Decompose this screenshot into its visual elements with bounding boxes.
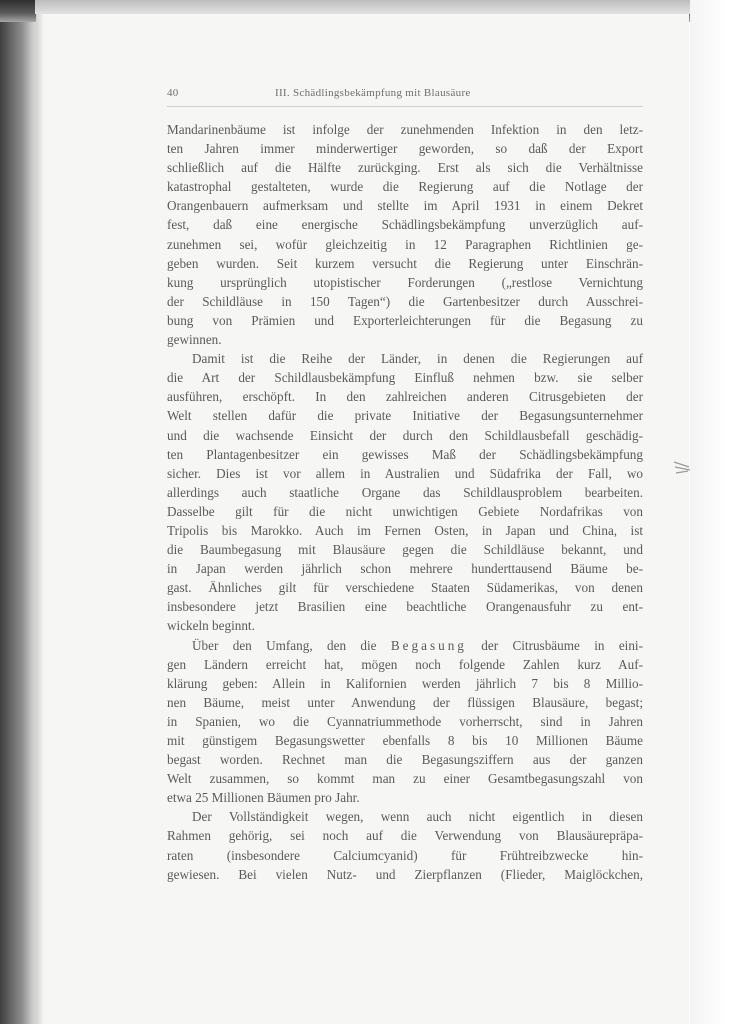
text-line: in Spanien, wo die Cyannatriummethode vorherrscht, sind in Jahren: [167, 713, 643, 729]
text-line: Welt zusammen, so kommt man zu einer Gesamtbegasungszahl von: [167, 771, 643, 787]
gutter-shadow: [36, 14, 44, 1024]
text-line: Rahmen gehörig, sei noch auf die Verwendung von Blausäurepräpa-: [167, 828, 643, 844]
text-line: gast. Ähnliches gilt für verschiedene Staaten Südamerikas, von denen: [167, 580, 643, 596]
page-number: 40: [167, 87, 179, 99]
text-line: gewiesen. Bei vielen Nutz- und Zierpflanzen (Flieder, Maiglöckchen,: [167, 866, 643, 882]
running-head: III. Schädlingsbekämpfung mit Blausäure: [275, 87, 471, 99]
text-line: bung von Prämien und Exporterleichterungen für die Begasung zu: [167, 312, 643, 328]
text-line: mit günstigem Begasungswetter ebenfalls 8 bis 10 Millionen Bäume: [167, 733, 643, 748]
text-line: Welt stellen dafür die private Initiative der Begasungsunternehmer: [167, 408, 643, 424]
text-line: geben wurden. Seit kurzem versucht die Regierung unter Einschrän-: [167, 255, 643, 271]
scan-right-margin: [690, 0, 730, 1024]
text-line: kung ursprünglich utopistischer Forderungen („restlose Vernichtung: [167, 274, 643, 290]
text-line: Dasselbe gilt für die nicht unwichtigen Gebiete Nordafrikas von: [167, 503, 643, 519]
text-line: klärung geben: Allein in Kalifornien werden jährlich 7 bis 8 Millio-: [167, 675, 643, 691]
text-line: schließlich auf die Hälfte zurückging. Erst als sich die Verhältnisse: [167, 160, 643, 176]
text-run: der Citrusbäume in eini-: [466, 637, 643, 653]
text-line: Mandarinenbäume ist infolge der zunehmenden Infektion in den letz-: [167, 122, 643, 137]
text-line: wickeln beginnt.: [167, 618, 255, 634]
text-line: fest, daß eine energische Schädlingsbekämpfung unverzüglich auf-: [167, 217, 643, 233]
text-line: Der Vollständigkeit wegen, wenn auch nicht eigentlich in diesen: [192, 809, 643, 825]
text-line: nen Bäume, meist unter Anwendung der flüssigen Blausäure, begast;: [167, 694, 643, 710]
text-line: die Baumbegasung mit Blausäure gegen die Schildläuse bekannt, und: [167, 542, 643, 558]
text-line: ten Plantagenbesitzer ein gewisses Maß der Schädlingsbekämpfung: [167, 446, 643, 462]
text-line: sicher. Dies ist vor allem in Australien und Südafrika der Fall, wo: [167, 465, 643, 481]
text-line: etwa 25 Millionen Bäumen pro Jahr.: [167, 790, 360, 806]
text-line: die Art der Schildlausbekämpfung Einfluß nehmen bzw. sie selber: [167, 370, 643, 386]
text-run: Über den Umfang, den die: [192, 637, 391, 653]
page-header: [167, 87, 643, 103]
body-text: [167, 120, 643, 884]
text-line: raten (insbesondere Calciumcyanid) für Frühtreibzwecke hin-: [167, 847, 643, 863]
text-line: ausführen, erschöpft. In den zahlreichen anderen Citrusgebieten der: [167, 389, 643, 405]
page-top-shadow: [35, 0, 690, 14]
text-line: ten Jahren immer minderwertiger geworden, so daß der Export: [167, 141, 643, 157]
header-rule: [167, 106, 643, 107]
text-line: insbesondere jetzt Brasilien eine beachtliche Orangenausfuhr zu ent-: [167, 599, 643, 615]
text-line: begast worden. Rechnet man die Begasungsziffern aus der ganzen: [167, 752, 643, 768]
text-line: und die wachsende Einsicht der durch den Schildlausbefall geschädig-: [167, 427, 643, 443]
text-line: der Schildläuse in 150 Tagen“) die Gartenbesitzer durch Ausschrei-: [167, 293, 643, 309]
text-line: allerdings auch staatliche Organe das Schildlausproblem bearbeiten.: [167, 484, 643, 500]
text-line: in Japan werden jährlich schon mehrere hunderttausend Bäume be-: [167, 561, 643, 577]
book-binding-edge: [0, 0, 40, 1024]
text-line: gewinnen.: [167, 332, 222, 348]
text-line: Tripolis bis Marokko. Auch im Fernen Osten, in Japan und China, ist: [167, 522, 643, 538]
text-line: zunehmen sei, wofür gleichzeitig in 12 Paragraphen Richtlinien ge-: [167, 236, 643, 252]
spaced-emphasis: Begasung: [390, 637, 467, 653]
text-line-with-emphasis: [167, 636, 643, 655]
text-line: Damit ist die Reihe der Länder, in denen die Regierungen auf: [192, 351, 643, 367]
text-line: Orangenbauern aufmerksam und stellte im April 1931 in einem Dekret: [167, 198, 643, 214]
text-line: katastrophal gestalteten, wurde die Regierung auf die Notlage der: [167, 179, 643, 195]
margin-pencil-mark-icon: [672, 458, 692, 478]
text-line: gen Ländern erreicht hat, mögen noch folgende Zahlen kurz Auf-: [167, 656, 643, 672]
